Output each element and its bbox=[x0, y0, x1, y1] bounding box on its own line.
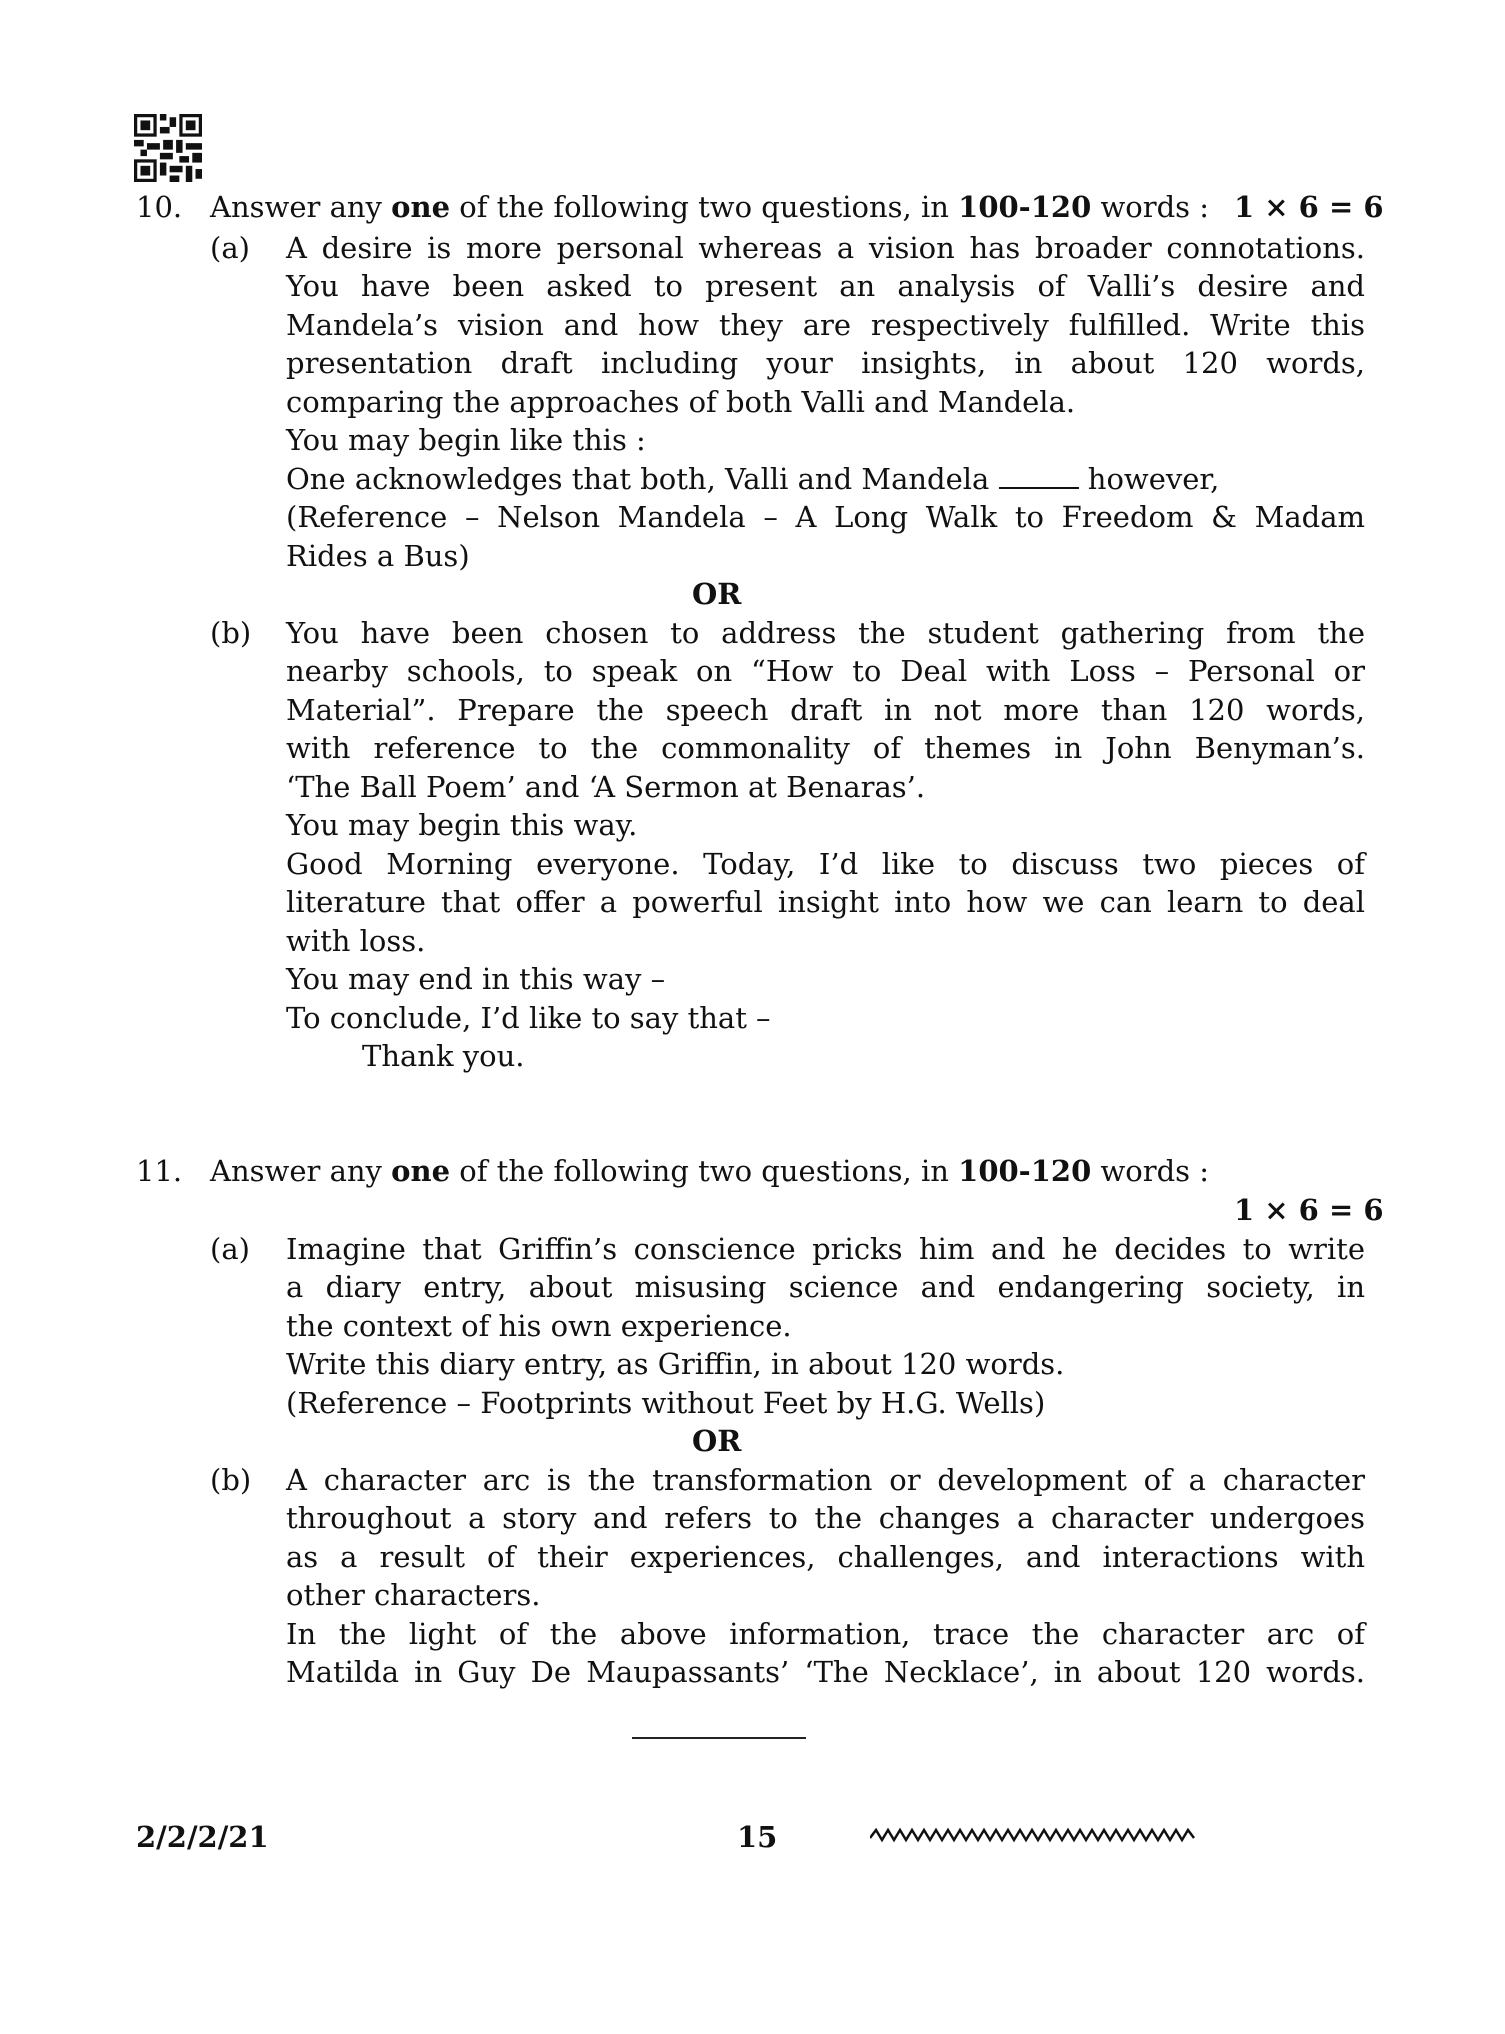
question-10b-line: You have been chosen to address the student gathering from the bbox=[286, 616, 1365, 650]
question-10b-end: You may end in this way – bbox=[286, 962, 666, 996]
question-11-intro: Answer any one of the following two questions, in 100-120 words : bbox=[210, 1154, 1210, 1188]
question-10b-conclude: To conclude, I’d like to say that – bbox=[286, 1001, 771, 1035]
question-10a-reference: (Reference – Nelson Mandela – A Long Walk to Freedom & Madam bbox=[286, 500, 1365, 534]
question-11b-line: as a result of their experiences, challenges, and interactions with bbox=[286, 1540, 1365, 1574]
question-10b-begin: You may begin this way. bbox=[286, 808, 638, 842]
question-11a-line: a diary entry, about misusing science and endangering society, in bbox=[286, 1270, 1365, 1304]
question-10a-line: A desire is more personal whereas a vision has broader connotations. bbox=[286, 231, 1365, 265]
question-10a-line: You have been asked to present an analysis of Valli’s desire and bbox=[286, 269, 1365, 303]
question-11b-label: (b) bbox=[210, 1463, 252, 1497]
wavy-line-icon bbox=[870, 1826, 1200, 1846]
end-rule bbox=[632, 1737, 806, 1739]
question-11a-label: (a) bbox=[210, 1232, 250, 1266]
question-11b-line: throughout a story and refers to the changes a character undergoes bbox=[286, 1501, 1365, 1535]
question-10a-prompt: One acknowledges that both, Valli and Mandela however, bbox=[286, 462, 1220, 496]
question-10a-line: comparing the approaches of both Valli and Mandela. bbox=[286, 385, 1076, 419]
answer-blank bbox=[999, 465, 1079, 489]
question-11a-reference: (Reference – Footprints without Feet by H.G. Wells) bbox=[286, 1386, 1046, 1420]
question-10b-line: ‘The Ball Poem’ and ‘A Sermon at Benaras’. bbox=[286, 770, 926, 804]
question-11-number: 11. bbox=[136, 1154, 183, 1188]
question-10-intro: Answer any one of the following two questions, in 100-120 words : bbox=[210, 190, 1210, 224]
question-11a-line: the context of his own experience. bbox=[286, 1309, 792, 1343]
qr-code-icon bbox=[134, 114, 202, 182]
question-11b-line: In the light of the above information, trace the character arc of bbox=[286, 1617, 1365, 1651]
question-10b-line: with reference to the commonality of themes in John Benyman’s. bbox=[286, 731, 1365, 765]
question-10b-line: nearby schools, to speak on “How to Deal with Loss – Personal or bbox=[286, 654, 1365, 688]
question-10b-speech: with loss. bbox=[286, 924, 426, 958]
question-10b-label: (b) bbox=[210, 616, 252, 650]
question-10a-begin: You may begin like this : bbox=[286, 423, 646, 457]
question-10-number: 10. bbox=[136, 190, 183, 224]
question-11b-line: other characters. bbox=[286, 1578, 541, 1612]
exam-page: 10. Answer any one of the following two questions, in 100-120 words : 1 × 6 = 6 (a) A desire is more personal whereas a vision has broader connotations. You have been asked to present an analysis of Valli’s desire and Mandela’s vision and how they are respectively fulfilled. Write this presentation draft including your insights, in about 120 words, comparing the approaches of both Valli and Mandela. You may begin like this : One acknowledges that both, Valli and Mandela however, (Reference – Nelson Mandela – A Long Walk to Freedom & Madam Rides a Bus) OR (b) You have been chosen to address the student gathering from the nearby schools, to speak on “How to Deal with Loss – Personal or Material”. Prepare the speech draft in not more than 120 words, with reference to the commonality of themes in John Benyman’s. ‘The Ball Poem’ and ‘A Sermon at Benaras’. You may begin this way. Good Morning everyone. Today, I’d like to discuss two pieces of literature that offer a powerful insight into how we can learn to deal with loss. You may end in this way – To conclude, I’d like to say that – Thank you. 11. Answer any one of the following two questions, in 100-120 words : 1 × 6 = 6 (a) Imagine that Griffin’s conscience pricks him and he decides to write a diary entry, about misusing science and endangering society, in the context of his own experience. Write this diary entry, as Griffin, in about 120 words. (Reference – Footprints without Feet by H.G. Wells) OR (b) A character arc is the transformation or development of a character throughout a story and refers to the changes a character undergoes as a result of their experiences, challenges, and interactions with other characters. In the light of the above information, trace the character arc of Matilda in Guy De Maupassants’ ‘The Necklace’, in about 120 words. 2/2/2/21 15 bbox=[0, 0, 1505, 2034]
question-10b-speech: literature that offer a powerful insight into how we can learn to deal bbox=[286, 885, 1365, 919]
question-11a-line: Write this diary entry, as Griffin, in about 120 words. bbox=[286, 1347, 1065, 1381]
question-11b-line: Matilda in Guy De Maupassants’ ‘The Necklace’, in about 120 words. bbox=[286, 1655, 1365, 1689]
question-10a-reference: Rides a Bus) bbox=[286, 539, 470, 573]
question-10b-line: Material”. Prepare the speech draft in not more than 120 words, bbox=[286, 693, 1365, 727]
question-11-marks: 1 × 6 = 6 bbox=[1234, 1193, 1384, 1227]
question-10b-speech: Good Morning everyone. Today, I’d like to discuss two pieces of bbox=[286, 847, 1365, 881]
question-11a-line: Imagine that Griffin’s conscience pricks him and he decides to write bbox=[286, 1232, 1365, 1266]
question-11b-line: A character arc is the transformation or development of a character bbox=[286, 1463, 1365, 1497]
question-10-marks: 1 × 6 = 6 bbox=[1234, 190, 1384, 224]
question-10a-line: Mandela’s vision and how they are respectively fulfilled. Write this bbox=[286, 308, 1365, 342]
question-10b-thanks: Thank you. bbox=[362, 1039, 525, 1073]
question-10a-line: presentation draft including your insights, in about 120 words, bbox=[286, 346, 1365, 380]
footer-code: 2/2/2/21 bbox=[136, 1820, 269, 1854]
page-number: 15 bbox=[737, 1820, 778, 1854]
question-10a-label: (a) bbox=[210, 231, 250, 265]
